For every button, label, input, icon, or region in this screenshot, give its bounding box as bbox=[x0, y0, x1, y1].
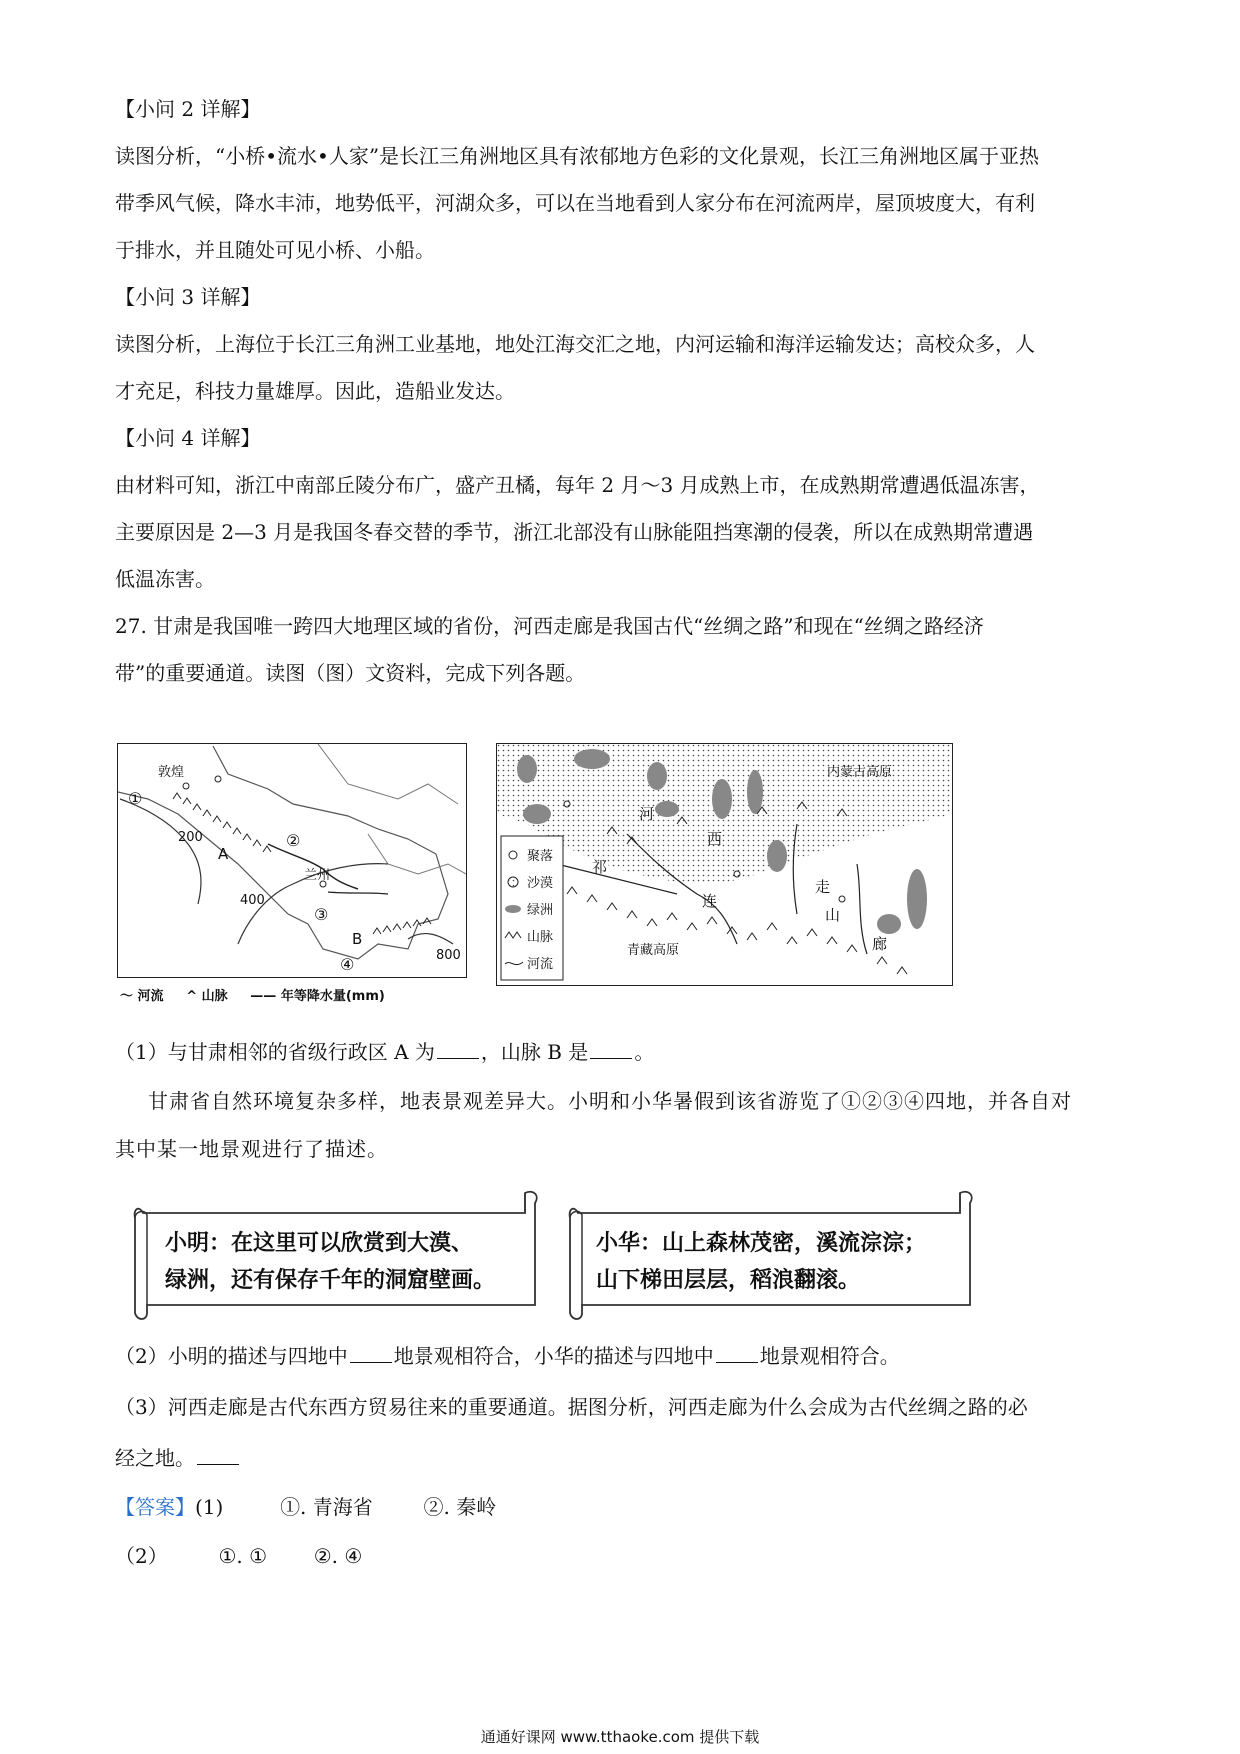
legend-settlement: 聚落 bbox=[527, 849, 554, 864]
boundary-line bbox=[318, 744, 458, 804]
qinling-mountains bbox=[373, 918, 431, 934]
xiaohua-line-1: 小华：山上森林茂密，溪流淙淙； bbox=[596, 1231, 927, 1256]
oasis-legend-icon bbox=[505, 905, 521, 913]
answer-1-1: ①. 青海省 bbox=[280, 1495, 373, 1519]
answer-line-2 bbox=[115, 1542, 362, 1570]
label-site-2: ② bbox=[286, 831, 301, 850]
scroll-svg bbox=[125, 1183, 545, 1323]
hexi-corridor-map bbox=[496, 743, 953, 986]
q27-sub3-line-1: （3）河西走廊是古代东西方贸易往来的重要通道。据图分析，河西走廊为什么会成为古代丝绸之路的必 bbox=[115, 1395, 1028, 1419]
q27-sub2 bbox=[115, 1342, 900, 1370]
xiaoming-line-1: 小明：在这里可以欣赏到大漠、 bbox=[165, 1231, 474, 1256]
label-lanzhou: 兰州 bbox=[304, 868, 331, 883]
label-800: 800 bbox=[436, 948, 461, 963]
oasis-shape bbox=[655, 801, 679, 817]
isohyet-legend-icon: —— bbox=[250, 989, 277, 1004]
oasis-shape bbox=[877, 914, 901, 934]
q4-line-2: 主要原因是 2—3 月是我国冬春交替的季节，浙江北部没有山脉能阻挡寒潮的侵袭，所以在成熟期常遭遇 bbox=[115, 520, 1034, 544]
label-200: 200 bbox=[178, 830, 203, 845]
label-site-1: ① bbox=[128, 789, 143, 808]
q3-line-1: 读图分析，上海位于长江三角洲工业基地，地处江海交汇之地，内河运输和海洋运输发达；高校众多，人 bbox=[115, 332, 1035, 356]
scroll-svg bbox=[560, 1183, 980, 1323]
q2-line-3: 于排水，并且随处可见小桥、小船。 bbox=[115, 238, 435, 262]
sub1-text-a: （1）与甘肃相邻的省级行政区 A 为 bbox=[115, 1040, 435, 1064]
river bbox=[328, 892, 388, 894]
isohyet-800 bbox=[408, 934, 453, 944]
legend-isohyet: 年等降水量(mm) bbox=[280, 989, 385, 1004]
xiaohua-line-2: 山下梯田层层，稻浪翻滚。 bbox=[596, 1268, 861, 1293]
sub2-text-c: 地景观相符合。 bbox=[759, 1344, 900, 1368]
q4-line-3: 低温冻害。 bbox=[115, 567, 215, 591]
answer-blank-A[interactable] bbox=[437, 1040, 479, 1059]
label-xi: 西 bbox=[707, 830, 723, 848]
oasis-shape bbox=[907, 869, 927, 929]
xiaoming-scroll bbox=[125, 1183, 545, 1323]
answer-1-prefix: (1) bbox=[195, 1495, 224, 1519]
q3-line-2: 才充足，科技力量雄厚。因此，造船业发达。 bbox=[115, 379, 515, 403]
legend-river: 河流 bbox=[137, 989, 164, 1004]
sub2-text-b: 地景观相符合，小华的描述与四地中 bbox=[393, 1344, 714, 1368]
answer-blank-B[interactable] bbox=[590, 1040, 632, 1059]
legend-mountain: 山脉 bbox=[527, 930, 554, 945]
hexi-map-svg bbox=[497, 744, 952, 985]
answer-1-2: ②. 秦岭 bbox=[423, 1495, 497, 1519]
sub1-text-b: ，山脉 B 是 bbox=[480, 1040, 589, 1064]
oasis-shape bbox=[523, 804, 551, 824]
desert-legend-icon bbox=[508, 877, 518, 887]
legend-mountain: 山脉 bbox=[201, 989, 228, 1004]
river bbox=[857, 864, 867, 954]
settlement-dot bbox=[215, 776, 221, 782]
answer-2-1: ①. ① bbox=[218, 1544, 268, 1568]
q27-intro-line-1: 甘肃省自然环境复杂多样，地表景观差异大。小明和小华暑假到该省游览了①②③④四地，并各自对 bbox=[148, 1089, 1072, 1113]
label-shan: 山 bbox=[825, 906, 841, 924]
gansu-map-svg bbox=[118, 744, 466, 977]
oasis-shape bbox=[747, 770, 763, 814]
q2-line-1: 读图分析，“小桥•流水•人家”是长江三角洲地区具有浓郁地方色彩的文化景观，长江三角洲地区属于亚热 bbox=[115, 144, 1040, 168]
label-A: A bbox=[218, 845, 229, 863]
label-lian: 连 bbox=[702, 892, 718, 910]
legend-river: 河流 bbox=[527, 957, 554, 972]
q27-stem-line-2: 带”的重要通道。读图（图）文资料，完成下列各题。 bbox=[115, 661, 586, 685]
mountain-legend-icon: ^ bbox=[186, 989, 198, 1004]
q3-heading: 【小问 3 详解】 bbox=[115, 285, 261, 309]
dunhuang-dot bbox=[183, 783, 189, 789]
q4-heading: 【小问 4 详解】 bbox=[115, 426, 261, 450]
label-site-4: ④ bbox=[340, 955, 355, 974]
label-B: B bbox=[352, 930, 363, 948]
gansu-map bbox=[117, 743, 467, 978]
oasis-shape bbox=[767, 840, 787, 872]
xiaoming-line-2: 绿洲，还有保存千年的洞窟壁画。 bbox=[165, 1268, 496, 1293]
answer-tag: 【答案】 bbox=[115, 1495, 195, 1519]
answer-blank-xiaohua[interactable] bbox=[716, 1344, 758, 1363]
answer-line-1 bbox=[115, 1493, 496, 1521]
q2-heading: 【小问 2 详解】 bbox=[115, 97, 261, 121]
label-lang: 廊 bbox=[872, 935, 888, 953]
sub3-text: 经之地。 bbox=[115, 1446, 195, 1470]
label-dunhuang: 敦煌 bbox=[158, 765, 185, 780]
q2-line-2: 带季风气候，降水丰沛，地势低平，河湖众多，可以在当地看到人家分布在河流两岸，屋顶坡度大，有利 bbox=[115, 191, 1035, 215]
label-neimeng: 内蒙古高原 bbox=[827, 765, 893, 780]
sub2-text-a: （2）小明的描述与四地中 bbox=[115, 1344, 348, 1368]
label-zou: 走 bbox=[815, 878, 831, 896]
label-qingzang: 青藏高原 bbox=[627, 943, 680, 958]
q4-line-1: 由材料可知，浙江中南部丘陵分布广，盛产丑橘，每年 2 月～3 月成熟上市，在成熟期常遭遇低温冻害， bbox=[115, 473, 1040, 497]
xiaohua-scroll bbox=[560, 1183, 980, 1323]
oasis-shape bbox=[712, 779, 732, 819]
q27-sub1 bbox=[115, 1038, 654, 1066]
gansu-map-legend bbox=[120, 985, 385, 1004]
settlement-dot bbox=[839, 896, 845, 902]
sub1-text-c: 。 bbox=[634, 1040, 655, 1064]
legend-oasis: 绿洲 bbox=[527, 903, 554, 918]
q27-sub3-line-2 bbox=[115, 1444, 241, 1472]
legend-desert: 沙漠 bbox=[527, 876, 554, 891]
label-qi: 祁 bbox=[592, 858, 608, 876]
page-footer: 通通好课网 www.tthaoke.com 提供下载 bbox=[480, 1728, 760, 1746]
label-he: 河 bbox=[639, 805, 655, 823]
answer-blank-sub3[interactable] bbox=[197, 1446, 239, 1465]
answer-blank-xiaoming[interactable] bbox=[350, 1344, 392, 1363]
label-site-3: ③ bbox=[314, 905, 329, 924]
answer-2-prefix: （2） bbox=[115, 1544, 168, 1568]
oasis-shape bbox=[647, 762, 667, 790]
river-legend-icon: 〜 bbox=[120, 989, 134, 1004]
boundary-line bbox=[368, 834, 466, 874]
oasis-shape bbox=[574, 749, 610, 769]
q27-stem-line-1: 27. 甘肃是我国唯一跨四大地理区域的省份，河西走廊是我国古代“丝绸之路”和现在“丝绸之路经济 bbox=[115, 614, 984, 638]
label-400: 400 bbox=[240, 893, 265, 908]
q27-intro-line-2: 其中某一地景观进行了描述。 bbox=[115, 1137, 388, 1161]
answer-2-2: ②. ④ bbox=[313, 1544, 363, 1568]
isohyet-200 bbox=[120, 799, 201, 904]
oasis-shape bbox=[517, 755, 537, 783]
